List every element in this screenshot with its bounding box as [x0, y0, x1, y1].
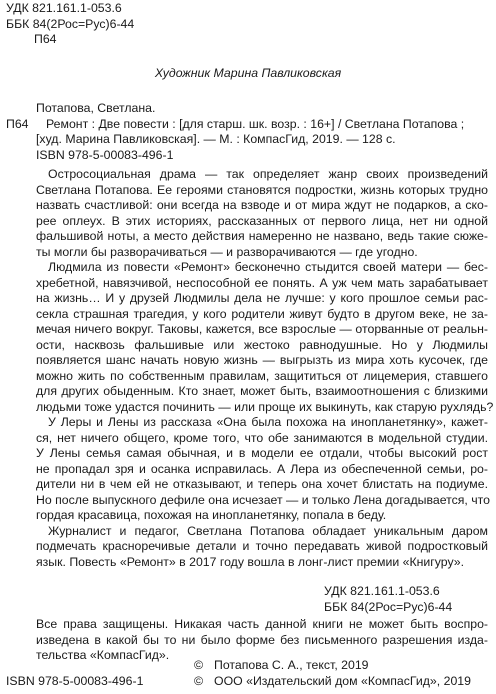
- copyright-publisher-text: ООО «Издательский дом «КомпасГид», 2019: [214, 674, 471, 688]
- text-line: изведена в какой бы то ни было форме без письменного разрешения изда-: [36, 632, 488, 647]
- text-line: людьми тоже удастся починить — или проще их выкинуть, как старую рухлядь?: [36, 399, 494, 414]
- bibliography-line: ISBN 978-5-00083-496-1: [36, 147, 174, 162]
- copyright-symbol: ©: [194, 658, 204, 672]
- text-line: появляется шанс начать новую жизнь — выгрызть из мира хоть кусочек, где: [36, 353, 488, 367]
- text-line: гордая красавица, похожая на инопланетянку, попала в беду.: [36, 508, 387, 522]
- copyright-author-text: Потапова С. А., текст, 2019: [214, 658, 369, 672]
- bibliography-author: Потапова, Светлана.: [36, 101, 156, 115]
- rights-notice: [36, 617, 488, 664]
- text-line: секла страшная трагедия, у кого родители живут будто в другом веке, не за-: [36, 306, 488, 321]
- text-line: язык. Повесть «Ремонт» в 2017 году вошла в лонг-лист премии «Книгуру».: [36, 554, 465, 569]
- udk-code: УДК 821.161.1-053.6: [6, 1, 122, 15]
- text-line: дители ни в чем ей не отказывают, и теперь она хочет блистать на подиуме.: [36, 477, 488, 491]
- author-mark: П64: [34, 32, 57, 46]
- text-line: ости, насквозь фальшивые или жестоко равнодушные. Но у Людмилы: [36, 337, 488, 352]
- bibliographic-record: [36, 101, 486, 163]
- annotation-text: [36, 167, 494, 570]
- text-line: на жизнь… И у друзей Людмилы дела не лучше: у кого прошлое семьи рас-: [36, 291, 488, 305]
- footer-classification-codes: [324, 584, 484, 615]
- bibliography-author-mark: П64: [6, 117, 29, 131]
- text-line: ся, нет ничего общего, кроме того, что обе занимаются в модельной студии.: [36, 430, 488, 445]
- text-line: Светлана Потапова. Ее героями становятся подростки, жизнь которых трудно: [36, 182, 488, 197]
- text-line: ты могли бы разворачиваться — и разворачиваются — где угодно.: [36, 244, 418, 259]
- text-line: можно жить по собственным правилам, защититься от лицемерия, ставшего: [36, 368, 488, 383]
- text-line: Остросоциальная драма — так определяет жанр своих произведений: [48, 167, 488, 181]
- text-line: тельства «КомпасГид».: [36, 648, 170, 662]
- footer-udk-code: УДК 821.161.1-053.6: [324, 584, 440, 598]
- text-line: Все права защищены. Никакая часть данной книги не может быть воспро-: [36, 617, 488, 631]
- text-line: назвать счастливой: они всегда на взводе и от мира ждут не подарков, а ско-: [36, 198, 488, 212]
- text-line: для других обыденным. Кто знает, может быть, взаимоотношения с близкими: [36, 384, 488, 398]
- bibliography-line: [худ. Марина Павликовская]. — М. : КомпасГид, 2019. — 128 с.: [36, 132, 396, 146]
- text-line: хребетной, навязчивой, неспособной ее понять. А уж чем мать зарабатывает: [36, 275, 488, 290]
- text-line: У Лены семья самая обычная, и в модели ее отдали, чтобы высокий рост: [36, 446, 488, 460]
- text-line: У Леры и Лены из рассказа «Она была похожа на инопланетянку», кажет-: [48, 415, 488, 429]
- text-line: подмечать красноречивые детали и точно передавать живой подростковый: [36, 539, 488, 553]
- copyright-publisher: [194, 674, 471, 690]
- copyright-block: [194, 658, 471, 690]
- copyright-symbol: ©: [194, 674, 204, 688]
- classification-codes: [6, 1, 134, 48]
- isbn: ISBN 978-5-00083-496-1: [6, 674, 144, 688]
- text-line: не пропадал зря и осанка исправилась. А Лера из обеспеченной семьи, ро-: [36, 461, 488, 476]
- copyright-author: [194, 658, 471, 674]
- artist-credit: Художник Марина Павликовская: [154, 66, 342, 80]
- bibliography-line: Ремонт : Две повести : [для старш. шк. возр. : 16+] / Светлана Потапова ;: [46, 116, 465, 131]
- text-line: рее оплеух. В этих историях, рассказанных от первого лица, нет ни одной: [36, 213, 488, 228]
- text-line: мечая ничего вокруг. Таковы, кажется, все взрослые — оторванные от реальн-: [36, 322, 488, 336]
- footer-bbk-code: ББК 84(2Рос=Рус)6-44: [324, 599, 453, 614]
- text-line: Но после выпускного дефиле она исчезает — и только Лена догадывается, что: [36, 492, 490, 507]
- bbk-code: ББК 84(2Рос=Рус)6-44: [6, 16, 135, 31]
- text-line: Людмила из повести «Ремонт» бесконечно стыдится своей матери — бес-: [48, 260, 488, 274]
- text-line: фальшивой ноты, а место действия намеренно не названо, ведь такие сюже-: [36, 229, 488, 243]
- text-line: Журналист и педагог, Светлана Потапова обладает уникальным даром: [48, 523, 488, 538]
